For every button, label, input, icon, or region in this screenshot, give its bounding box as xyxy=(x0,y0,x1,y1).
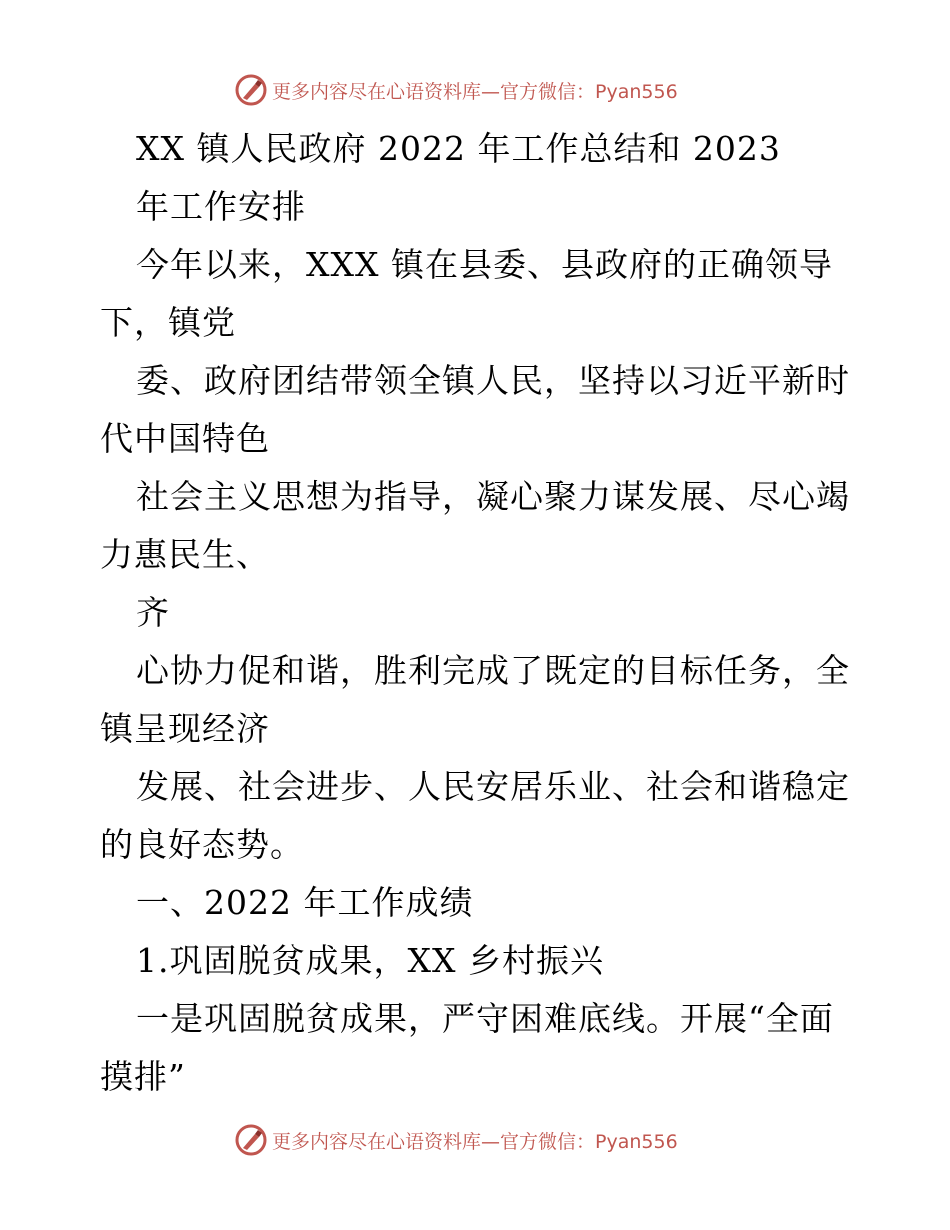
document-line: XX 镇人民政府 2022 年工作总结和 2023 xyxy=(136,129,781,168)
document-line: 一是巩固脱贫成果，严守困难底线。开展“全面 xyxy=(136,999,834,1038)
watermark-text: 更多内容尽在心语资料库—官方微信：Pyan556 xyxy=(272,1130,678,1153)
pen-logo-icon xyxy=(234,1123,268,1157)
document-line: 今年以来，XXX 镇在县委、县政府的正确领导 xyxy=(136,245,833,284)
document-line: 代中国特色 xyxy=(100,419,270,458)
document-line: 镇呈现经济 xyxy=(100,709,270,748)
document-line: 摸排” xyxy=(100,1057,186,1096)
document-line: 年工作安排 xyxy=(136,187,306,226)
watermark-header xyxy=(234,72,678,108)
watermark-text: 更多内容尽在心语资料库—官方微信：Pyan556 xyxy=(272,80,678,103)
document-line: 一、2022 年工作成绩 xyxy=(136,883,474,922)
pen-logo-icon xyxy=(234,73,268,107)
document-line: 心协力促和谐，胜利完成了既定的目标任务，全 xyxy=(136,651,850,690)
document-line: 1.巩固脱贫成果，XX 乡村振兴 xyxy=(136,941,604,980)
document-body xyxy=(100,120,860,1106)
document-line: 齐 xyxy=(136,593,170,632)
watermark-footer xyxy=(234,1122,678,1158)
document-line: 委、政府团结带领全镇人民，坚持以习近平新时 xyxy=(136,361,850,400)
document-line: 发展、社会进步、人民安居乐业、社会和谐稳定 xyxy=(136,767,850,806)
document-line: 的良好态势。 xyxy=(100,825,304,864)
document-line: 社会主义思想为指导，凝心聚力谋发展、尽心竭 xyxy=(136,477,850,516)
document-line: 下，镇党 xyxy=(100,303,236,342)
document-line: 力惠民生、 xyxy=(100,535,270,574)
